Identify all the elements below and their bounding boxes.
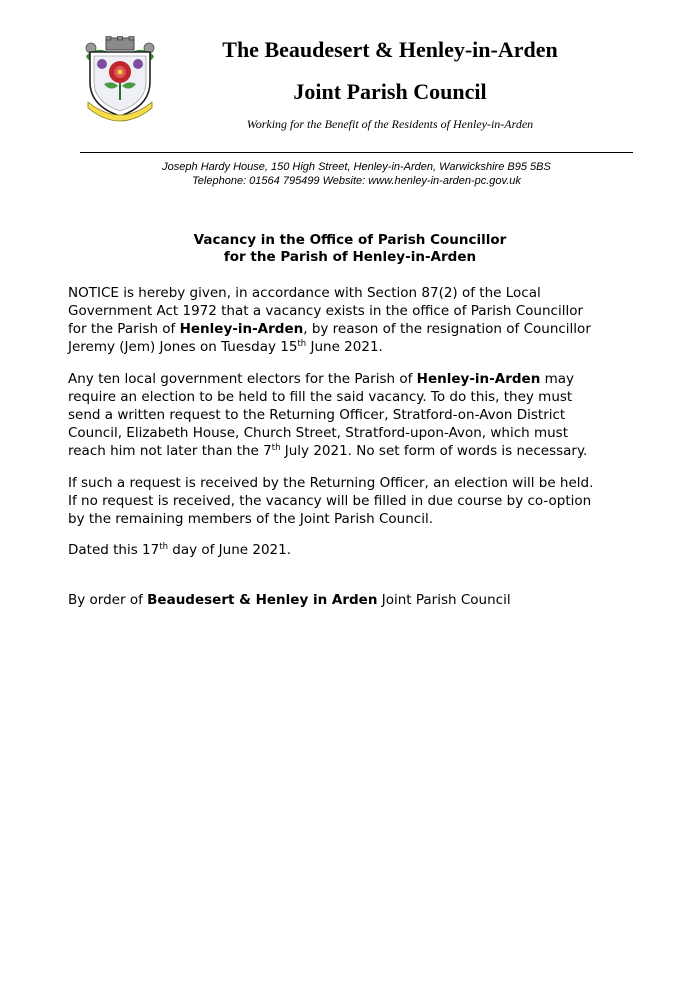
text-run: Joint Parish Council: [377, 592, 511, 608]
notice-paragraph-3: [68, 474, 638, 528]
text-line: If no request is received, the vacancy will be filled in due course by co-option: [68, 493, 592, 509]
text-line: by the remaining members of the Joint Parish Council.: [68, 511, 433, 527]
text-run: By order of: [68, 592, 148, 608]
text-run: for the Parish of: [68, 321, 180, 337]
notice-title: [68, 232, 632, 266]
council-crest-logo: [82, 36, 158, 122]
parish-name: Henley-in-Arden: [416, 371, 541, 387]
by-order-line: [68, 591, 638, 609]
text-line: [68, 338, 638, 356]
notice-title-line-2: for the Parish of Henley-in-Arden: [223, 249, 477, 265]
text-line: Government Act 1972 that a vacancy exists in the office of Parish Councillor: [68, 303, 584, 319]
text-run: Any ten local government electors for the Parish of: [68, 371, 417, 387]
council-contact: Telephone: 01564 795499 Website: www.henley-in-arden-pc.gov.uk: [192, 175, 521, 187]
ordinal-suffix: th: [159, 542, 168, 552]
text-run: day of June 2021.: [167, 542, 292, 558]
text-line: [68, 442, 638, 460]
text-run: Jeremy (Jem) Jones on Tuesday 15: [68, 339, 298, 355]
text-line: If such a request is received by the Returning Officer, an election will be held.: [68, 475, 594, 491]
council-address: Joseph Hardy House, 150 High Street, Henley-in-Arden, Warwickshire B95 5BS: [162, 161, 551, 173]
council-title-line-2: Joint Parish Council: [293, 79, 487, 104]
notice-title-line-1: Vacancy in the Office of Parish Councillor: [193, 232, 507, 248]
text-run: July 2021. No set form of words is necessary.: [280, 443, 588, 459]
text-run: , by reason of the resignation of Councillor: [303, 321, 591, 337]
text-run: Dated this 17: [68, 542, 160, 558]
dated-line: [68, 541, 638, 559]
text-run: reach him not later than the 7: [68, 443, 272, 459]
ordinal-suffix: th: [297, 339, 307, 349]
ordinal-suffix: th: [271, 443, 281, 453]
header-divider: [80, 152, 633, 153]
text-line: NOTICE is hereby given, in accordance with Section 87(2) of the Local: [68, 285, 541, 301]
text-line: send a written request to the Returning Officer, Stratford-on-Avon District: [68, 407, 566, 423]
notice-paragraph-1: [68, 284, 638, 356]
parish-name: Henley-in-Arden: [179, 321, 304, 337]
text-line: require an election to be held to fill the said vacancy. To do this, they must: [68, 389, 573, 405]
text-line: Council, Elizabeth House, Church Street, Stratford-upon-Avon, which must: [68, 425, 569, 441]
text-run: June 2021.: [306, 339, 383, 355]
text-line: [68, 320, 638, 338]
text-line: [68, 370, 638, 388]
text-run: may: [540, 371, 575, 387]
council-tagline: Working for the Benefit of the Residents of Henley-in-Arden: [246, 117, 534, 131]
notice-paragraph-2: [68, 370, 638, 460]
council-name: Beaudesert & Henley in Arden: [147, 592, 378, 608]
council-title-line-1: The Beaudesert & Henley-in-Arden: [222, 37, 558, 62]
